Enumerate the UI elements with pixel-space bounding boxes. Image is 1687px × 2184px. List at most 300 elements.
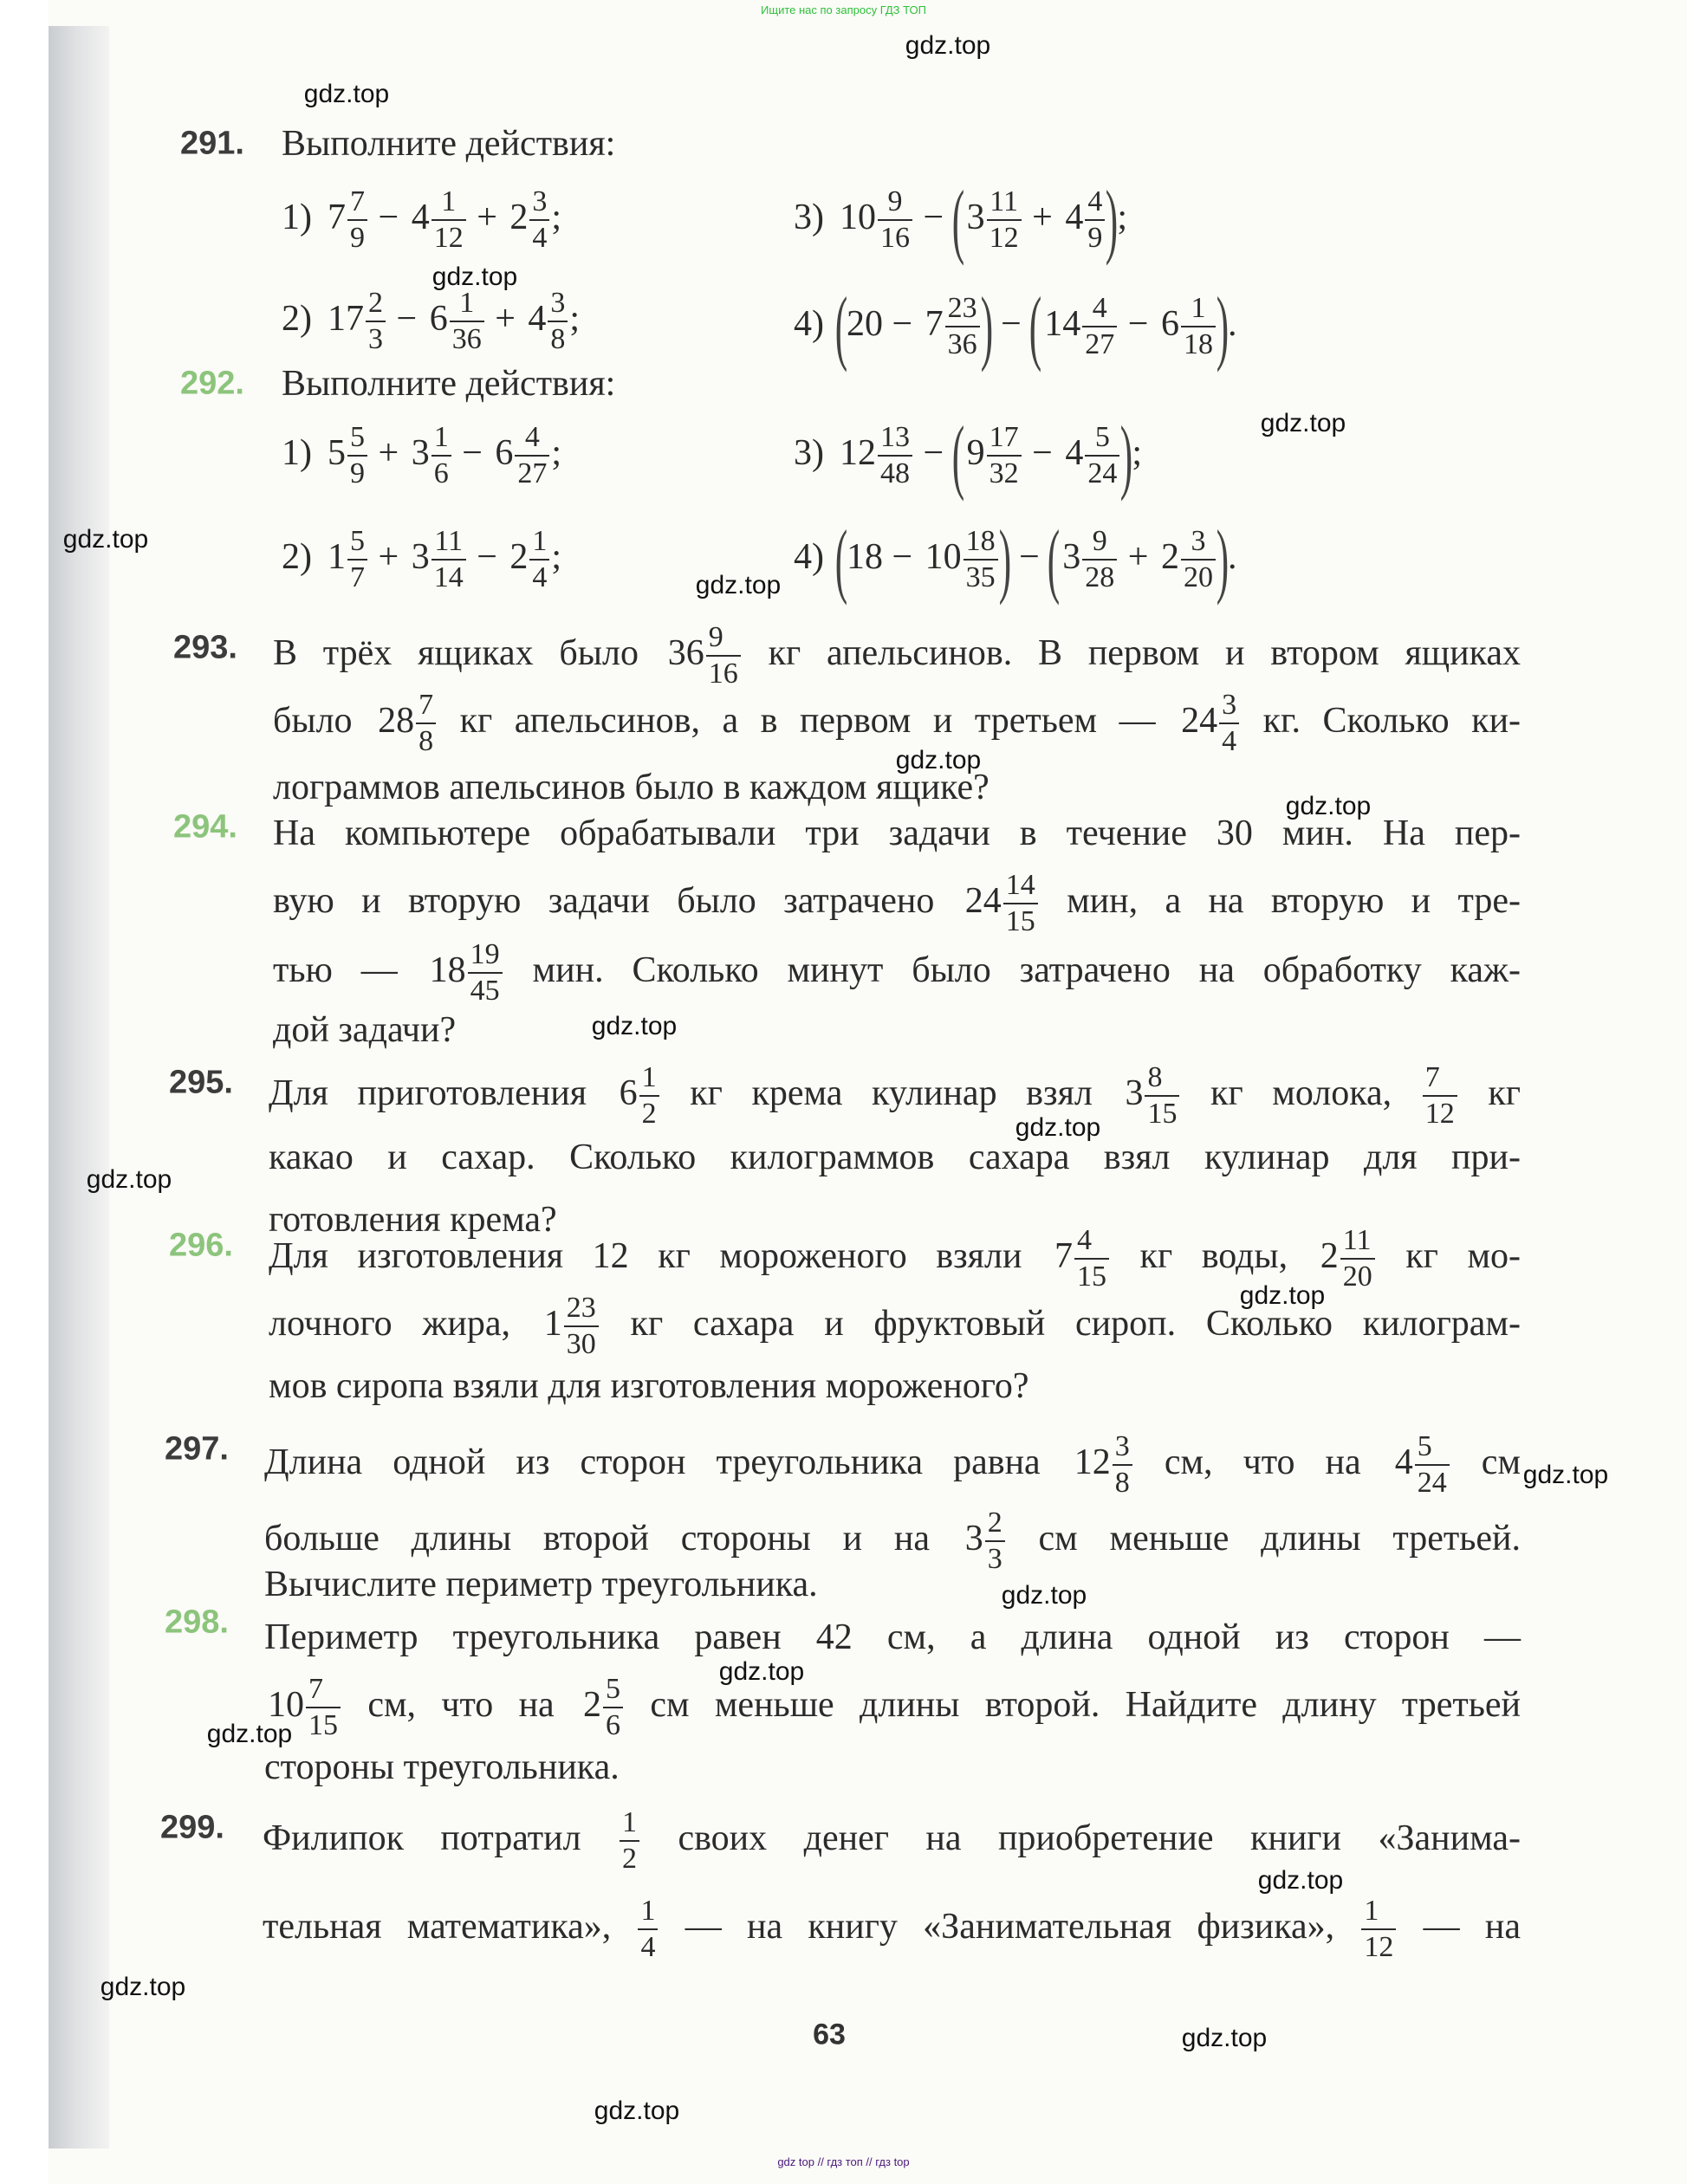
numerator: 19: [470, 938, 500, 971]
denominator: 24: [1415, 1464, 1450, 1498]
right-paren: ): [1106, 173, 1119, 267]
text-run: кг сахара и фруктовый сироп. Сколько килограм-: [630, 1304, 1521, 1344]
mixed-number: [1059, 525, 1119, 594]
denominator: 36: [945, 326, 980, 360]
whole-part: 3: [1125, 1073, 1144, 1113]
fraction: [431, 187, 466, 253]
numerator: 4: [1092, 292, 1107, 325]
whole-part: 7: [1054, 1236, 1073, 1276]
item-label: 2): [282, 537, 312, 577]
fraction: [1085, 423, 1119, 489]
denominator: 18: [1181, 326, 1216, 360]
page-number: 63: [813, 2018, 846, 2051]
numerator: 5: [1094, 421, 1110, 454]
text-run: +: [485, 299, 525, 339]
numerator: 9: [1092, 525, 1107, 558]
mixed-number: [506, 525, 551, 594]
text-run: ;: [551, 433, 562, 473]
text-run: 20 −: [846, 304, 922, 344]
whole-part: 3: [964, 1519, 983, 1559]
numerator: 3: [1114, 1430, 1130, 1463]
whole-part: 2: [583, 1685, 602, 1725]
exercise-number: 296.: [169, 1227, 233, 1264]
fraction: [529, 527, 549, 593]
exercise-number: 293.: [173, 629, 237, 666]
mixed-number: [374, 689, 438, 758]
numerator: 17: [989, 421, 1019, 454]
numerator: 9: [887, 185, 903, 218]
exercise-number: 297.: [165, 1430, 229, 1468]
mixed-number: [1071, 1430, 1134, 1500]
item-label: 4): [794, 537, 824, 577]
whole-part: 3: [966, 198, 985, 237]
denominator: 27: [515, 455, 549, 489]
text-run: −: [914, 433, 953, 473]
whole-part: 4: [528, 299, 547, 339]
watermark-text: gdz.top: [86, 1165, 172, 1194]
mixed-number: [964, 185, 1023, 255]
denominator: 9: [347, 219, 367, 253]
mixed-number: [616, 1061, 661, 1131]
fraction: [1003, 871, 1038, 936]
mixed-number: [1051, 1224, 1111, 1293]
denominator: 4: [529, 559, 549, 593]
exercise-item: [794, 513, 1237, 606]
exercise-item: [794, 409, 1142, 502]
mixed-number: [426, 287, 486, 356]
text-run: лограммов апельсинов было в каждом ящике?: [273, 768, 989, 807]
mixed-number: [324, 525, 369, 594]
whole-part: 10: [268, 1685, 304, 1725]
denominator: 35: [964, 559, 998, 593]
text-run: −: [452, 433, 492, 473]
text-run: готовления крема?: [269, 1200, 557, 1240]
text-run: ;: [551, 537, 562, 577]
text-run: кг апельсинов, а в первом и третьем —: [459, 701, 1178, 741]
fraction: [964, 527, 998, 593]
text-run: .: [1227, 304, 1237, 344]
text-run: — на: [1423, 1907, 1522, 1947]
mixed-number: [580, 1673, 625, 1742]
right-paren: ): [998, 513, 1011, 606]
exercise-number: 298.: [165, 1604, 229, 1641]
left-paren: (: [834, 280, 848, 373]
footer-ad-text[interactable]: gdz top // гдз топ // гдз top: [777, 2155, 910, 2168]
text-run: −: [387, 299, 426, 339]
text-run: кг молока,: [1210, 1073, 1421, 1113]
text-run: +: [467, 198, 507, 237]
numerator: 11: [434, 525, 464, 558]
text-run: −: [914, 198, 953, 237]
numerator: 1: [1191, 292, 1206, 325]
numerator: 23: [566, 1292, 596, 1325]
exercise-number: 299.: [160, 1809, 224, 1846]
numerator: 7: [350, 185, 365, 218]
header-ad-text[interactable]: Ищите нас по запросу ГДЗ ТОП: [761, 3, 926, 16]
numerator: 8: [1147, 1061, 1163, 1094]
watermark-text: gdz.top: [895, 746, 982, 774]
whole-part: 1: [328, 537, 346, 577]
exercise-item: [282, 176, 561, 259]
denominator: 28: [1082, 559, 1117, 593]
watermark-text: gdz.top: [431, 262, 518, 291]
text-run: Вычислите периметр треугольника.: [264, 1565, 818, 1604]
text-run: тельная математика»,: [263, 1907, 637, 1947]
left-paren: (: [951, 409, 964, 502]
denominator: 45: [468, 972, 503, 1006]
numerator: 3: [550, 287, 566, 320]
whole-part: 7: [925, 304, 944, 344]
mixed-number: [922, 525, 1000, 594]
numerator: 3: [1191, 525, 1206, 558]
fraction: [1181, 294, 1216, 360]
numerator: 5: [1417, 1430, 1432, 1463]
mixed-number: [524, 287, 569, 356]
text-run: ;: [551, 198, 562, 237]
left-paren: (: [951, 173, 964, 267]
fraction: [1361, 1896, 1396, 1962]
denominator: 12: [987, 219, 1022, 253]
text-run: тью —: [273, 950, 426, 990]
text-run: кг апельсинов. В первом и втором ящиках: [768, 633, 1522, 673]
left-paren: (: [834, 513, 848, 606]
numerator: 18: [965, 525, 996, 558]
text-run: — на книгу «Занимательная физика»,: [685, 1907, 1360, 1947]
text-run: −: [467, 537, 507, 577]
left-paren: (: [1048, 513, 1061, 606]
numerator: 14: [1005, 869, 1035, 902]
fraction: [1415, 1432, 1450, 1498]
text-run: вую и вторую задачи было затрачено: [273, 881, 962, 921]
numerator: 5: [350, 421, 365, 454]
watermark-text: gdz.top: [100, 1973, 186, 2001]
numerator: 3: [1222, 689, 1237, 722]
denominator: 2: [639, 1095, 659, 1129]
fraction: [347, 423, 367, 489]
numerator: 9: [708, 621, 723, 654]
whole-part: 3: [411, 537, 430, 577]
right-paren: ): [1120, 409, 1133, 502]
whole-part: 3: [411, 433, 430, 473]
whole-part: 24: [1181, 701, 1218, 741]
whole-part: 9: [966, 433, 985, 473]
text-run: ;: [569, 299, 581, 339]
item-label: 1): [282, 198, 312, 237]
text-run: Периметр треугольника равен 42 см, а длина одной из сторон —: [264, 1617, 1521, 1657]
watermark-text: gdz.top: [591, 1012, 678, 1040]
numerator: 1: [641, 1061, 657, 1094]
denominator: 4: [638, 1928, 658, 1962]
text-run: +: [1119, 537, 1158, 577]
whole-part: 36: [667, 633, 704, 673]
whole-part: 6: [429, 299, 448, 339]
watermark-text: gdz.top: [1522, 1461, 1609, 1489]
denominator: 48: [878, 455, 912, 489]
fraction: [987, 187, 1022, 253]
denominator: 9: [1085, 219, 1105, 253]
exercise-item: [794, 173, 1127, 267]
fraction: [987, 423, 1022, 489]
item-label: 3): [794, 198, 824, 237]
whole-part: 10: [925, 537, 962, 577]
text-run: кг: [1488, 1073, 1521, 1113]
whole-part: 2: [509, 537, 529, 577]
numerator: 1: [459, 287, 475, 320]
whole-part: 24: [964, 881, 1002, 921]
numerator: 11: [989, 185, 1019, 218]
page-margin: [0, 0, 49, 2184]
fraction: [529, 187, 549, 253]
mixed-number: [324, 185, 369, 255]
mixed-number: [1178, 689, 1241, 758]
denominator: 12: [431, 219, 466, 253]
mixed-number: [1421, 1061, 1459, 1131]
watermark-text: gdz.top: [695, 571, 782, 599]
fraction: [431, 527, 466, 593]
fraction: [1082, 294, 1117, 360]
text-run: −: [1009, 537, 1049, 577]
watermark-text: gdz.top: [1257, 1866, 1344, 1895]
text-run: дой задачи?: [273, 1010, 457, 1050]
numerator: 7: [419, 689, 434, 722]
exercise-item: [794, 280, 1237, 373]
text-run: см меньше длины третьей.: [1038, 1519, 1521, 1559]
fraction: [1082, 527, 1117, 593]
watermark-text: gdz.top: [1015, 1113, 1101, 1142]
exercise-text-line: [264, 1421, 1521, 1504]
numerator: 3: [532, 185, 548, 218]
numerator: 11: [1342, 1224, 1372, 1257]
mixed-number: [964, 421, 1023, 490]
denominator: 24: [1085, 455, 1119, 489]
mixed-number: [426, 938, 504, 1008]
mixed-number: [324, 421, 369, 490]
right-paren: ): [980, 280, 993, 373]
watermark-text: gdz.top: [1001, 1581, 1087, 1610]
numerator: 1: [433, 421, 449, 454]
fraction: [638, 1896, 658, 1962]
numerator: 4: [524, 421, 540, 454]
mixed-number: [962, 869, 1040, 938]
text-run: ;: [1117, 198, 1127, 237]
denominator: 3: [985, 1540, 1005, 1574]
watermark-text: gdz.top: [1260, 409, 1346, 437]
denominator: 15: [1003, 903, 1038, 936]
text-run: +: [369, 433, 408, 473]
whole-part: 10: [840, 198, 876, 237]
watermark-text: gdz.top: [1285, 792, 1372, 820]
text-run: кг мо-: [1405, 1236, 1522, 1276]
fraction: [945, 294, 980, 360]
whole-part: 2: [509, 198, 529, 237]
text-run: 18 −: [846, 537, 922, 577]
whole-part: 12: [1074, 1442, 1111, 1482]
denominator: 15: [1074, 1258, 1109, 1292]
text-run: На компьютере обрабатывали три задачи в течение 30 мин. На пер-: [273, 813, 1521, 853]
left-paren: (: [1029, 280, 1042, 373]
text-run: +: [1022, 198, 1062, 237]
mixed-number: [836, 421, 914, 490]
watermark-text: gdz.top: [206, 1720, 293, 1748]
numerator: 5: [606, 1673, 621, 1706]
text-run: мин. Сколько минут было затрачено на обработку каж-: [532, 950, 1522, 990]
whole-part: 4: [1394, 1442, 1413, 1482]
mixed-number: [665, 621, 743, 690]
fraction: [515, 423, 549, 489]
watermark-text: gdz.top: [1181, 2024, 1268, 2052]
text-run: лочного жира,: [269, 1304, 541, 1344]
mixed-number: [1041, 292, 1119, 361]
text-run: мин, а на вторую и тре-: [1067, 881, 1521, 921]
whole-part: 6: [619, 1073, 638, 1113]
fraction: [878, 423, 912, 489]
whole-part: 18: [429, 950, 466, 990]
numerator: 5: [350, 525, 365, 558]
fraction: [878, 187, 912, 253]
exercise-number: 291.: [180, 125, 244, 162]
exercise-item: [282, 412, 561, 495]
item-label: 1): [282, 433, 312, 473]
fraction: [347, 527, 367, 593]
denominator: 12: [1423, 1095, 1457, 1129]
denominator: 4: [529, 219, 549, 253]
text-run: Для изготовления 12 кг мороженого взяли: [269, 1236, 1051, 1276]
denominator: 16: [706, 655, 741, 689]
denominator: 14: [431, 559, 466, 593]
numerator: 1: [640, 1895, 656, 1928]
mixed-number: [541, 1292, 600, 1361]
text-run: больше длины второй стороны и на: [264, 1519, 962, 1559]
text-run: см, что на: [367, 1685, 581, 1725]
numerator: 2: [987, 1507, 1002, 1539]
item-label: 2): [282, 299, 312, 339]
text-run: см: [1481, 1442, 1522, 1482]
whole-part: 4: [411, 198, 430, 237]
denominator: 8: [1113, 1464, 1132, 1498]
fraction: [347, 187, 367, 253]
item-label: 3): [794, 433, 824, 473]
whole-part: 3: [1062, 537, 1081, 577]
numerator: 1: [622, 1806, 638, 1839]
text-run: Филипок потратил: [263, 1818, 619, 1858]
whole-part: 6: [1160, 304, 1179, 344]
text-run: кг крема кулинар взял: [690, 1073, 1122, 1113]
exercise-text-line: [263, 1885, 1521, 1968]
text-run: −: [991, 304, 1031, 344]
numerator: 7: [308, 1673, 323, 1706]
book-spine-shadow: [49, 26, 109, 2148]
denominator: 20: [1181, 559, 1216, 593]
text-run: −: [1022, 433, 1062, 473]
mixed-number: [1392, 1430, 1451, 1500]
denominator: 15: [1145, 1095, 1179, 1129]
mixed-number: [1359, 1895, 1398, 1964]
exercise-text-line: [269, 1345, 1521, 1428]
item-label: 4): [794, 304, 824, 344]
mixed-number: [408, 185, 468, 255]
watermark-text: gdz.top: [1239, 1281, 1326, 1310]
whole-part: 6: [495, 433, 514, 473]
denominator: 3: [366, 321, 386, 354]
numerator: 4: [1076, 1224, 1092, 1257]
text-run: Для приготовления: [269, 1073, 616, 1113]
denominator: 30: [564, 1325, 599, 1359]
exercise-title: Выполните действия:: [282, 124, 616, 164]
exercise-title: Выполните действия:: [282, 364, 616, 404]
text-run: см, что на: [1164, 1442, 1392, 1482]
mixed-number: [408, 421, 453, 490]
denominator: 2: [620, 1840, 639, 1874]
exercise-number: 294.: [173, 808, 237, 846]
denominator: 8: [416, 723, 436, 756]
mixed-number: [1317, 1224, 1377, 1293]
denominator: 27: [1082, 326, 1117, 360]
denominator: 7: [347, 559, 367, 593]
watermark-text: gdz.top: [62, 525, 149, 554]
watermark-text: gdz.top: [303, 80, 390, 108]
denominator: 36: [450, 321, 484, 354]
numerator: 1: [532, 525, 548, 558]
watermark-text: gdz.top: [718, 1657, 805, 1686]
text-run: В трёх ящиках было: [273, 633, 665, 673]
whole-part: 4: [1065, 433, 1084, 473]
mixed-number: [1158, 525, 1217, 594]
numerator: 1: [441, 185, 457, 218]
mixed-number: [1061, 421, 1121, 490]
numerator: 2: [368, 287, 383, 320]
numerator: 4: [1087, 185, 1103, 218]
whole-part: 5: [328, 433, 346, 473]
fraction: [1181, 527, 1216, 593]
denominator: 15: [306, 1707, 341, 1740]
denominator: 6: [431, 455, 451, 489]
numerator: 23: [947, 292, 977, 325]
fraction: [431, 423, 451, 489]
mixed-number: [922, 292, 982, 361]
fraction: [1085, 187, 1105, 253]
whole-part: 12: [840, 433, 876, 473]
whole-part: 17: [328, 299, 364, 339]
text-run: мов сиропа взяли для изготовления мороженого?: [269, 1366, 1029, 1406]
mixed-number: [636, 1895, 659, 1964]
text-run: −: [1119, 304, 1158, 344]
whole-part: 28: [378, 701, 415, 741]
denominator: 8: [548, 321, 568, 354]
text-run: кг воды,: [1139, 1236, 1317, 1276]
exercise-number: 292.: [180, 365, 244, 402]
text-run: стороны треугольника.: [264, 1747, 620, 1787]
whole-part: 1: [543, 1304, 562, 1344]
numerator: 7: [1424, 1061, 1440, 1094]
numerator: 13: [880, 421, 910, 454]
denominator: 6: [603, 1707, 623, 1740]
mixed-number: [1158, 292, 1217, 361]
denominator: 16: [878, 219, 912, 253]
mixed-number: [506, 185, 551, 255]
text-run: было: [273, 701, 375, 741]
mixed-number: [618, 1806, 641, 1876]
whole-part: 4: [1065, 198, 1084, 237]
mixed-number: [324, 287, 387, 356]
whole-part: 2: [1160, 537, 1179, 577]
whole-part: 14: [1044, 304, 1081, 344]
right-paren: ): [1216, 280, 1230, 373]
text-run: ;: [1132, 433, 1142, 473]
mixed-number: [1061, 185, 1106, 255]
whole-part: 2: [1320, 1236, 1339, 1276]
exercise-item: [282, 515, 561, 599]
fraction: [620, 1808, 639, 1874]
